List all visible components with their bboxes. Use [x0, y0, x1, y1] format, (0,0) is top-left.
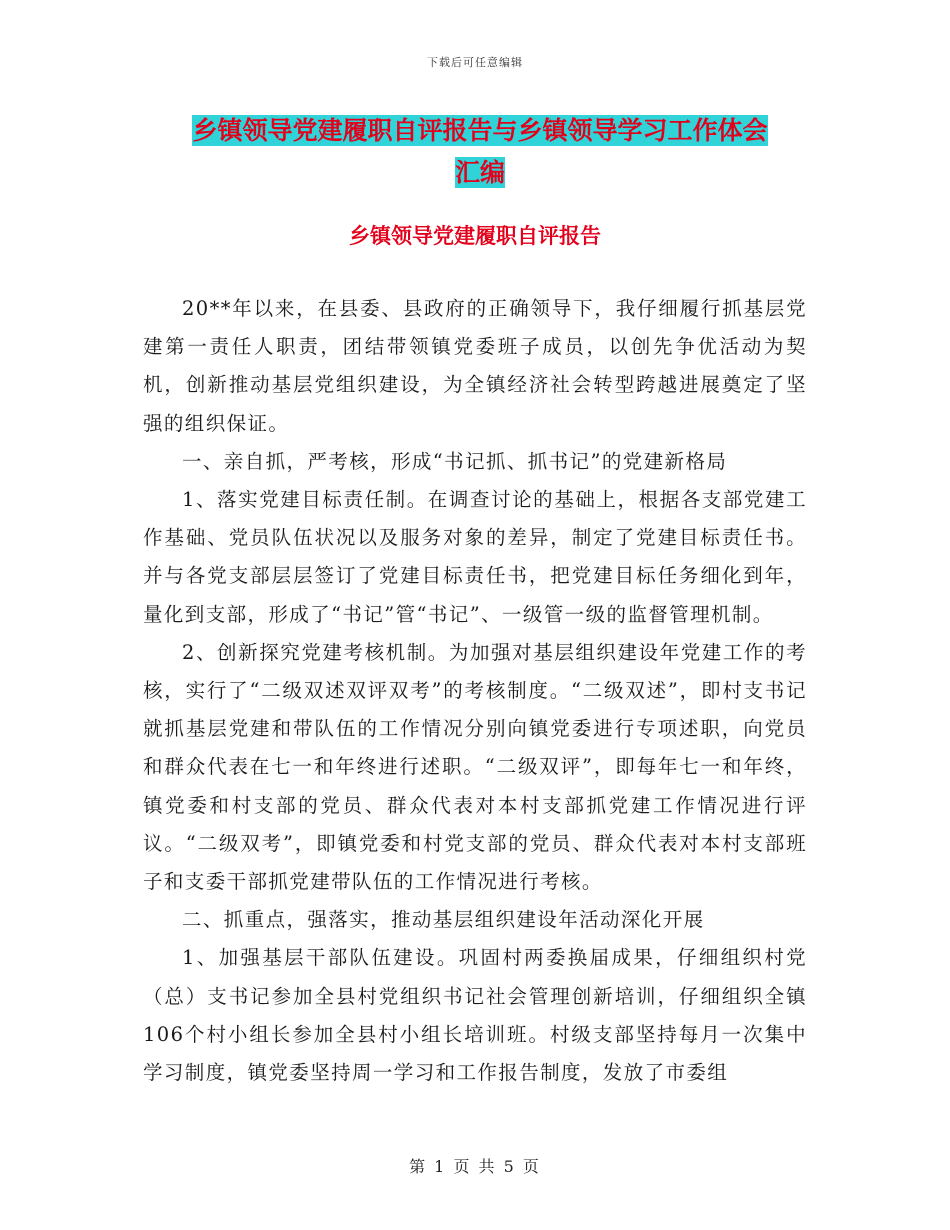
document-title	[150, 110, 810, 194]
section-title: 乡镇领导党建履职自评报告	[349, 224, 601, 248]
paragraph: 1、加强基层干部队伍建设。巩固村两委换届成果，仔细组织村党（总）支书记参加全县村党组织书记社会管理创新培训，仔细组织全镇106个村小组长参加全县村小组长培训班。村级支部坚持每月一次集中学习制度，镇党委坚持周一学习和工作报告制度，发放了市委组	[143, 946, 807, 1085]
title-line-2: 汇编	[454, 158, 505, 187]
paragraph: 20**年以来，在县委、县政府的正确领导下，我仔细履行抓基层党建第一责任人职责，团结带领镇党委班子成员，以创先争优活动为契机，创新推动基层党组织建设，为全镇经济社会转型跨越进展奠定了坚强的组织保证。	[143, 297, 807, 435]
paragraph: 1、落实党建目标责任制。在调查讨论的基础上，根据各支部党建工作基础、党员队伍状况以及服务对象的差异，制定了党建目标责任书。并与各党支部层层签订了党建目标责任书，把党建目标任务细化到年，量化到支部，形成了“书记”管“书记”、一级管一级的监督管理机制。	[143, 488, 807, 626]
document-body	[143, 290, 807, 1092]
paragraph: 2、创新探究党建考核机制。为加强对基层组织建设年党建工作的考核，实行了“二级双述双评双考”的考核制度。“二级双述”，即村支书记就抓基层党建和带队伍的工作情况分别向镇党委进行专项述职，向党员和群众代表在七一和年终进行述职。“二级双评”，即每年七一和年终，镇党委和村支部的党员、群众代表对本村支部抓党建工作情况进行评议。“二级双考”，即镇党委和村党支部的党员、群众代表对本村支部班子和支委干部抓党建带队伍的工作情况进行考核。	[143, 640, 807, 894]
page-footer: 第 1 页 共 5 页	[409, 1157, 541, 1176]
title-line-1: 乡镇领导党建履职自评报告与乡镇领导学习工作体会	[192, 116, 768, 145]
paragraph: 二、抓重点，强落实，推动基层组织建设年活动深化开展	[182, 908, 705, 932]
paragraph: 一、亲自抓，严考核，形成“书记抓、抓书记”的党建新格局	[182, 449, 728, 473]
header-note: 下载后可任意编辑	[427, 56, 523, 69]
